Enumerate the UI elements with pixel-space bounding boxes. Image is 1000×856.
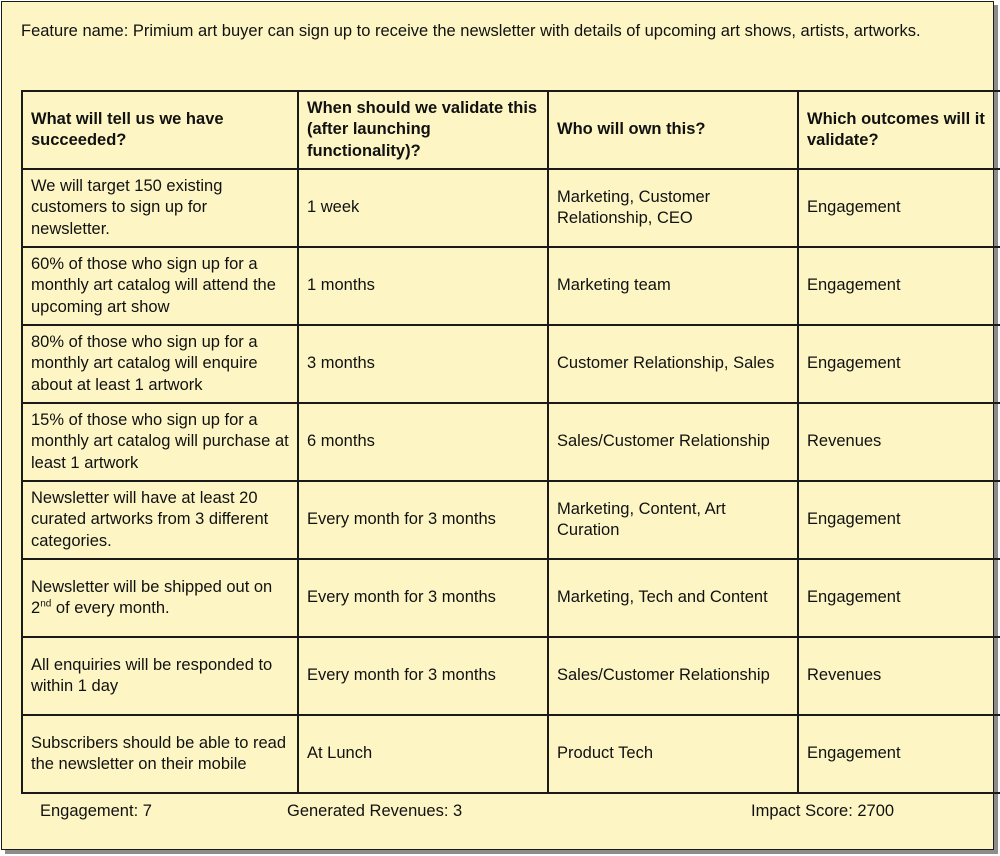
table-row (22, 403, 1000, 481)
cell-success-text-end: of every month. (51, 599, 170, 617)
cell-owner: Customer Relationship, Sales (548, 325, 798, 403)
table-row (22, 715, 1000, 793)
cell-owner: Sales/Customer Relationship (548, 637, 798, 715)
header-when: When should we validate this (after launching functionality)? (298, 91, 548, 169)
cell-success: All enquiries will be responded to within 1 day (22, 637, 298, 715)
header-outcome: Which outcomes will it validate? (798, 91, 1000, 169)
cell-success: Subscribers should be able to read the newsletter on their mobile (22, 715, 298, 793)
cell-when: 6 months (298, 403, 548, 481)
cell-success: 60% of those who sign up for a monthly art catalog will attend the upcoming art show (22, 247, 298, 325)
table-row (22, 559, 1000, 637)
cell-outcome: Engagement (798, 481, 1000, 559)
feature-name: Feature name: Primium art buyer can sign up to receive the newsletter with details of upcoming art shows, artists, artworks. (21, 22, 921, 40)
cell-when: Every month for 3 months (298, 637, 548, 715)
cell-outcome: Revenues (798, 637, 1000, 715)
cell-when: At Lunch (298, 715, 548, 793)
cell-owner: Marketing, Tech and Content (548, 559, 798, 637)
document-frame (1, 1, 994, 850)
cell-owner: Product Tech (548, 715, 798, 793)
cell-success: We will target 150 existing customers to sign up for newsletter. (22, 169, 298, 247)
table-row (22, 637, 1000, 715)
revenues-total: Generated Revenues: 3 (287, 802, 463, 820)
engagement-total: Engagement: 7 (40, 802, 152, 820)
validation-table (21, 90, 1000, 794)
cell-when: Every month for 3 months (298, 481, 548, 559)
header-owner: Who will own this? (548, 91, 798, 169)
cell-owner: Sales/Customer Relationship (548, 403, 798, 481)
table-row (22, 247, 1000, 325)
ordinal-suffix: nd (40, 598, 52, 610)
cell-when: 3 months (298, 325, 548, 403)
cell-owner: Marketing team (548, 247, 798, 325)
cell-success: 15% of those who sign up for a monthly art catalog will purchase at least 1 artwork (22, 403, 298, 481)
header-success: What will tell us we have succeeded? (22, 91, 298, 169)
cell-when: Every month for 3 months (298, 559, 548, 637)
cell-outcome: Engagement (798, 247, 1000, 325)
table-row (22, 169, 1000, 247)
cell-outcome: Engagement (798, 169, 1000, 247)
cell-when: 1 months (298, 247, 548, 325)
cell-outcome: Engagement (798, 559, 1000, 637)
cell-owner: Marketing, Customer Relationship, CEO (548, 169, 798, 247)
cell-success-text: Newsletter will be shipped out on 2 (31, 577, 273, 617)
cell-outcome: Engagement (798, 325, 1000, 403)
cell-success (22, 559, 298, 637)
table-header-row (22, 91, 1000, 169)
cell-when: 1 week (298, 169, 548, 247)
cell-outcome: Revenues (798, 403, 1000, 481)
cell-success: Newsletter will have at least 20 curated artworks from 3 different categories. (22, 481, 298, 559)
table-row (22, 325, 1000, 403)
cell-success: 80% of those who sign up for a monthly art catalog will enquire about at least 1 artwork (22, 325, 298, 403)
impact-score: Impact Score: 2700 (751, 802, 895, 820)
cell-owner: Marketing, Content, Art Curation (548, 481, 798, 559)
cell-outcome: Engagement (798, 715, 1000, 793)
table-row (22, 481, 1000, 559)
